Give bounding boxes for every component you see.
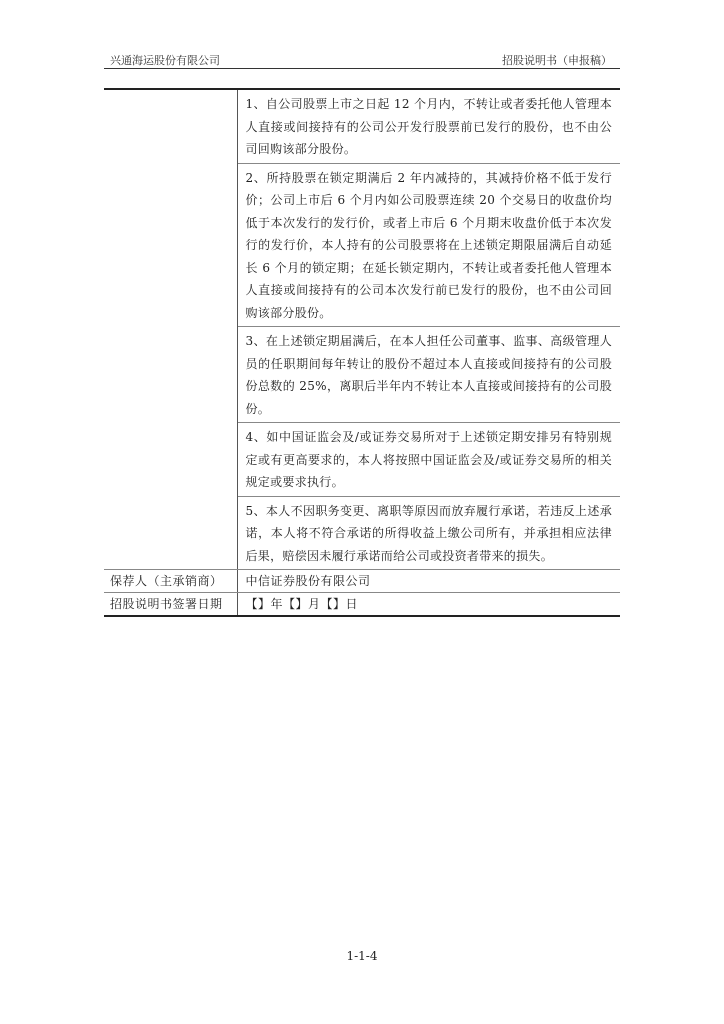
commitment-label-cell [104,89,237,570]
signing-date-row [104,593,620,617]
signing-date-value: 【】年【】月【】日 [245,597,359,611]
commitment-row [104,89,620,570]
page-number: 1-1-4 [346,949,378,963]
commitment-item: 3、在上述锁定期届满后，在本人担任公司董事、监事、高级管理人员的任职期间每年转让的股份不超过本人直接或间接持有的公司股份总数的 25%，离职后半年内不转让本人直接或间接持有的公司股份。 [238,327,621,423]
commitment-cell [237,89,620,570]
commitment-item: 5、本人不因职务变更、离职等原因而放弃履行承诺，若违反上述承诺，本人将不符合承诺的所得收益上缴公司所有，并承担相应法律后果，赔偿因未履行承诺而给公司或投资者带来的损失。 [245,503,612,563]
header-company-name: 兴通海运股份有限公司 [110,54,220,67]
sponsor-value: 中信证券股份有限公司 [245,574,371,588]
sponsor-label: 保荐人（主承销商） [104,570,237,593]
header-document-title: 招股说明书（申报稿） [502,54,612,67]
signing-date-label: 招股说明书签署日期 [104,593,237,617]
page-header [106,52,620,68]
header-rule [104,68,620,69]
commitment-item: 4、如中国证监会及/或证券交易所对于上述锁定期安排另有特别规定或有更高要求的，本人将按照中国证监会及/或证券交易所的相关规定或要求执行。 [238,423,621,497]
commitment-item: 2、所持股票在锁定期满后 2 年内减持的，其减持价格不低于发行价；公司上市后 6 个月内如公司股票连续 20 个交易日的收盘价均低于本次发行的发行价，或者上市后 6 个月期末收盘价低于本次发行的发行价，本人持有的公司股票将在上述锁定期限届满后自动延长 6 个月的锁定期；在延长锁定期内，不转让或者委托他人管理本人直接或间接持有的公司本次发行前已发行的股份，也不由公司回购该部分股份。 [238,164,621,328]
info-table [104,88,620,617]
sponsor-row [104,570,620,593]
commitment-item: 1、自公司股票上市之日起 12 个月内，不转让或者委托他人管理本人直接或间接持有的公司公开发行股票前已发行的股份，也不由公司回购该部分股份。 [238,90,621,164]
